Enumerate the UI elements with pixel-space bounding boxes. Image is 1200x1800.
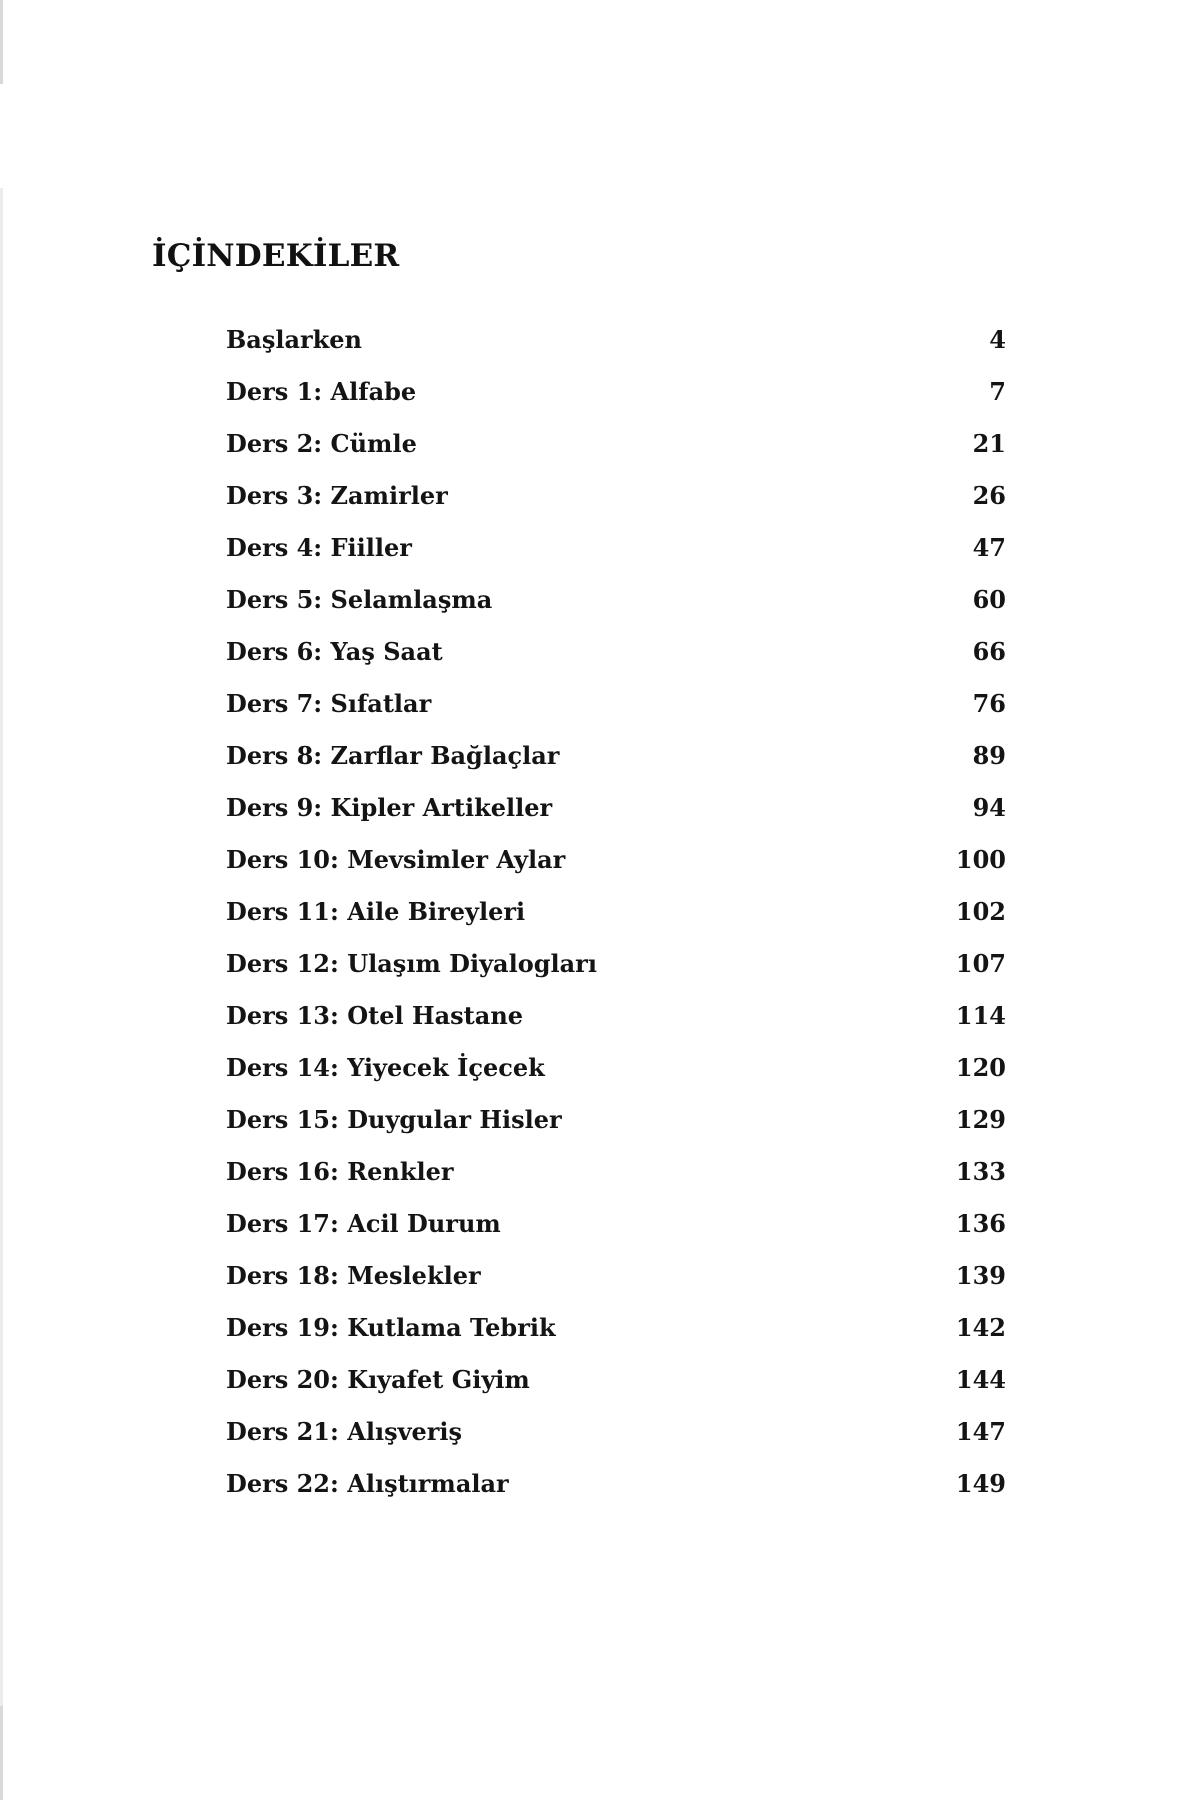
toc-entry-label: Ders 5: Selamlaşma [226, 585, 493, 614]
toc-entry [226, 634, 1006, 686]
toc-entry-label: Ders 12: Ulaşım Diyalogları [226, 949, 597, 978]
toc-entry [226, 478, 1006, 530]
toc-entry [226, 998, 1006, 1050]
toc-list [226, 322, 1006, 1518]
toc-entry-label: Ders 20: Kıyafet Giyim [226, 1365, 530, 1394]
toc-entry [226, 946, 1006, 998]
toc-entry-page-number: 129 [955, 1105, 1006, 1134]
toc-entry [226, 1466, 1006, 1518]
toc-entry-label: Ders 10: Mevsimler Aylar [226, 845, 566, 874]
toc-entry [226, 686, 1006, 738]
toc-entry [226, 1050, 1006, 1102]
toc-entry-label: Ders 6: Yaş Saat [226, 637, 443, 666]
toc-entry-label: Ders 2: Cümle [226, 429, 417, 458]
toc-entry-label: Ders 4: Fiiller [226, 533, 412, 562]
toc-entry [226, 1362, 1006, 1414]
toc-entry-label: Ders 11: Aile Bireyleri [226, 897, 526, 926]
toc-entry-page-number: 21 [972, 429, 1006, 458]
toc-entry [226, 842, 1006, 894]
toc-entry-page-number: 142 [955, 1313, 1006, 1342]
toc-entry-page-number: 114 [955, 1001, 1006, 1030]
toc-entry-page-number: 102 [955, 897, 1006, 926]
toc-entry-label: Ders 16: Renkler [226, 1157, 454, 1186]
toc-entry-label: Başlarken [226, 325, 363, 354]
toc-entry [226, 1310, 1006, 1362]
toc-entry-label: Ders 21: Alışveriş [226, 1417, 463, 1446]
page-edge-shadow [0, 0, 3, 84]
toc-entry-label: Ders 18: Meslekler [226, 1261, 481, 1290]
toc-entry [226, 894, 1006, 946]
toc-entry [226, 582, 1006, 634]
toc-entry-page-number: 60 [972, 585, 1006, 614]
toc-entry-label: Ders 15: Duygular Hisler [226, 1105, 562, 1134]
toc-title: İÇİNDEKİLER [152, 238, 400, 274]
toc-entry-page-number: 94 [972, 793, 1006, 822]
toc-entry [226, 738, 1006, 790]
toc-entry [226, 1102, 1006, 1154]
toc-entry-page-number: 26 [972, 481, 1006, 510]
toc-entry-label: Ders 22: Alıştırmalar [226, 1469, 509, 1498]
toc-entry [226, 530, 1006, 582]
toc-entry [226, 1206, 1006, 1258]
page-edge-shadow [0, 1706, 3, 1800]
toc-entry-page-number: 100 [955, 845, 1006, 874]
toc-entry-label: Ders 13: Otel Hastane [226, 1001, 524, 1030]
toc-entry-page-number: 147 [955, 1417, 1006, 1446]
toc-entry-page-number: 47 [972, 533, 1006, 562]
toc-entry-label: Ders 17: Acil Durum [226, 1209, 501, 1238]
toc-entry-page-number: 120 [955, 1053, 1006, 1082]
toc-entry [226, 374, 1006, 426]
toc-entry [226, 426, 1006, 478]
toc-entry-page-number: 4 [989, 325, 1006, 354]
toc-entry-page-number: 66 [972, 637, 1006, 666]
page-edge-shadow [0, 188, 3, 1718]
toc-entry-label: Ders 7: Sıfatlar [226, 689, 432, 718]
toc-entry-page-number: 76 [972, 689, 1006, 718]
toc-entry [226, 1154, 1006, 1206]
toc-entry-label: Ders 1: Alfabe [226, 377, 417, 406]
toc-entry-page-number: 149 [955, 1469, 1006, 1498]
toc-entry-label: Ders 9: Kipler Artikeller [226, 793, 553, 822]
toc-entry-page-number: 133 [955, 1157, 1006, 1186]
toc-entry [226, 1414, 1006, 1466]
toc-entry-label: Ders 3: Zamirler [226, 481, 448, 510]
toc-entry-page-number: 139 [955, 1261, 1006, 1290]
toc-entry [226, 322, 1006, 374]
toc-entry-page-number: 89 [972, 741, 1006, 770]
toc-entry-label: Ders 8: Zarflar Bağlaçlar [226, 741, 560, 770]
toc-entry-label: Ders 14: Yiyecek İçecek [226, 1053, 545, 1082]
toc-entry-label: Ders 19: Kutlama Tebrik [226, 1313, 556, 1342]
toc-entry [226, 790, 1006, 842]
toc-entry-page-number: 144 [955, 1365, 1006, 1394]
toc-entry-page-number: 107 [955, 949, 1006, 978]
toc-entry [226, 1258, 1006, 1310]
toc-entry-page-number: 136 [955, 1209, 1006, 1238]
toc-entry-page-number: 7 [989, 377, 1006, 406]
